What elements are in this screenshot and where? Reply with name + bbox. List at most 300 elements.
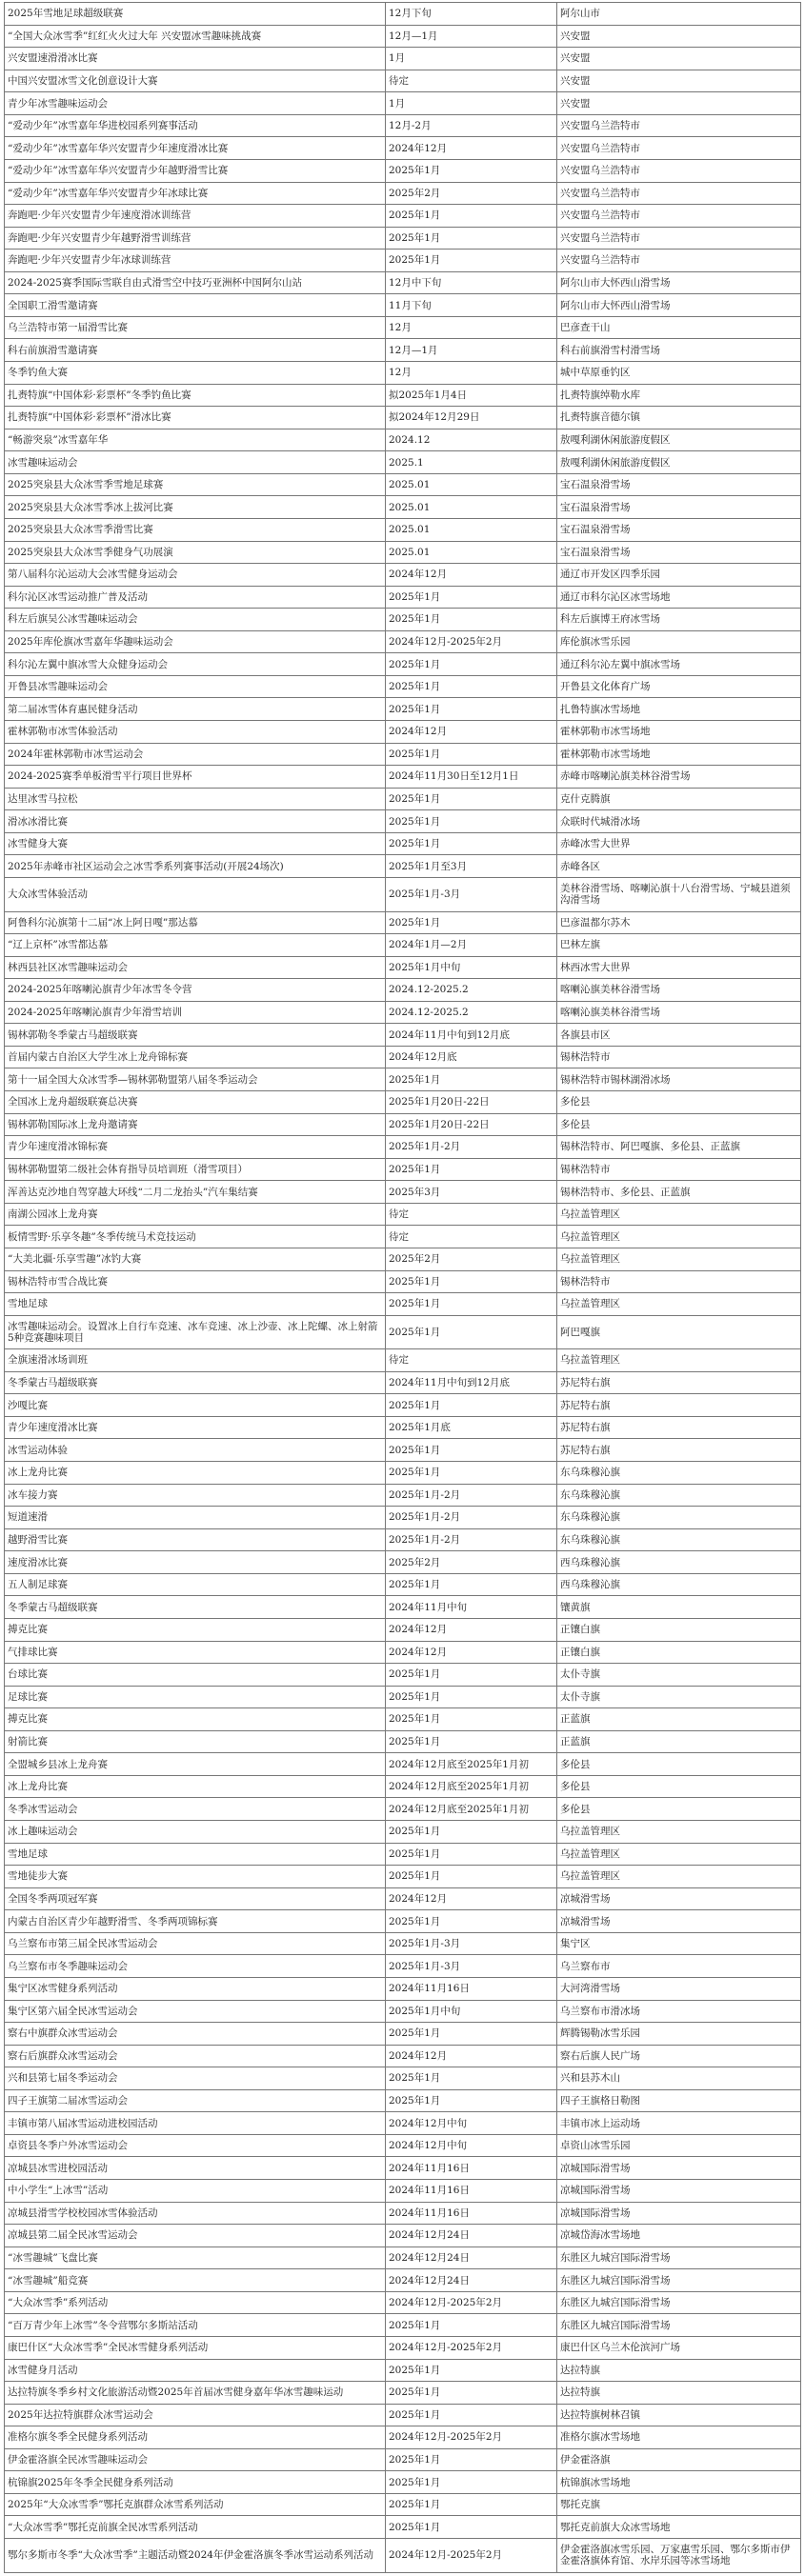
event-time-cell: 2025年1月 (386, 2089, 557, 2112)
event-name-cell: 康巴什区“大众冰雪季”全民冰雪健身系列活动 (5, 2336, 386, 2359)
event-name-cell: 沙嘎比赛 (5, 1394, 386, 1417)
event-time-cell: 2024年12月-2025年2月 (386, 2291, 557, 2314)
table-row (5, 1416, 801, 1439)
event-place-cell: 东乌珠穆沁旗 (557, 1528, 801, 1551)
event-time-cell: 2025年1月 (386, 2067, 557, 2090)
table-row (5, 384, 801, 407)
event-time-cell: 2025年1月至3月 (386, 855, 557, 878)
event-place-cell: 城中草原垂钓区 (557, 362, 801, 385)
event-time-cell: 2025年1月 (386, 2314, 557, 2337)
event-place-cell: 阿尔山市大怀西山滑雪场 (557, 294, 801, 317)
event-name-cell: 冬季钓鱼大赛 (5, 362, 386, 385)
event-name-cell: “大美北疆·乐享雪趣”冰钓大赛 (5, 1248, 386, 1270)
event-name-cell: 冰上龙舟比赛 (5, 1462, 386, 1485)
table-row (5, 1551, 801, 1574)
event-place-cell: 丰镇市冰上运动场 (557, 2112, 801, 2135)
table-row (5, 1046, 801, 1068)
event-place-cell: 宝石温泉滑雪场 (557, 473, 801, 496)
event-place-cell: 兴安盟乌兰浩特市 (557, 114, 801, 137)
event-name-cell: 扎赉特旗“中国体彩·彩票杯”冬季钓鱼比赛 (5, 384, 386, 407)
event-place-cell: 乌拉盖管理区 (557, 1203, 801, 1226)
table-row (5, 2336, 801, 2359)
event-place-cell: 宝石温泉滑雪场 (557, 496, 801, 519)
event-name-cell: 短道速滑 (5, 1507, 386, 1529)
event-place-cell: 苏尼特右旗 (557, 1439, 801, 1462)
event-name-cell: 准格尔旗冬季全民健身系列活动 (5, 2426, 386, 2449)
table-row (5, 2448, 801, 2471)
event-name-cell: 阿鲁科尔沁旗第十二届“冰上阿日嘎”那达慕 (5, 911, 386, 934)
event-place-cell: 达拉特旗 (557, 2382, 801, 2405)
event-time-cell: 2025年1月 (386, 2023, 557, 2046)
table-row (5, 2089, 801, 2112)
table-row (5, 2516, 801, 2539)
event-place-cell: 霍林郭勒市冰雪场地 (557, 743, 801, 766)
event-name-cell: 青少年冰雪趣味运动会 (5, 92, 386, 115)
event-place-cell: 赤峰各区 (557, 855, 801, 878)
event-name-cell: 雪地足球 (5, 1843, 386, 1866)
event-place-cell: 锡林浩特市 (557, 1270, 801, 1293)
event-name-cell: 台球比赛 (5, 1664, 386, 1687)
event-place-cell: 兴安盟 (557, 48, 801, 70)
event-place-cell: 西乌珠穆沁旗 (557, 1573, 801, 1596)
event-time-cell: 2025年1月 (386, 250, 557, 272)
event-name-cell: 奔跑吧·少年兴安盟青少年冰球训练营 (5, 250, 386, 272)
table-row (5, 316, 801, 339)
table-row (5, 407, 801, 429)
event-time-cell: 2025年2月 (386, 182, 557, 205)
event-time-cell: 2025年1月 (386, 788, 557, 810)
event-name-cell: 乌兰浩特市第一届滑雪比赛 (5, 316, 386, 339)
table-row (5, 1091, 801, 1114)
event-name-cell: 锡林郭勒冬季蒙古马超级联赛 (5, 1024, 386, 1047)
table-row (5, 766, 801, 789)
event-name-cell: 搏克比赛 (5, 1618, 386, 1641)
event-time-cell: 11月下旬 (386, 294, 557, 317)
event-time-cell: 1月 (386, 48, 557, 70)
event-place-cell: 多伦县 (557, 1753, 801, 1776)
event-name-cell: 科尔沁区冰雪运动推广普及活动 (5, 586, 386, 609)
event-time-cell: 2024年12月底至2025年1月初 (386, 1775, 557, 1798)
event-place-cell: 凉城滑雪场 (557, 1910, 801, 1933)
table-row (5, 3, 801, 26)
event-place-cell: 四子王旗格日勒图 (557, 2089, 801, 2112)
event-place-cell: 康巴什区乌兰木伦滨河广场 (557, 2336, 801, 2359)
table-row (5, 2382, 801, 2405)
event-time-cell: 2025年1月-2月 (386, 1136, 557, 1159)
table-row (5, 2471, 801, 2494)
event-name-cell: 丰镇市第八届冰雪运动进校园活动 (5, 2112, 386, 2135)
event-time-cell: 2025年1月 (386, 911, 557, 934)
event-time-cell: 2025年1月 (386, 1270, 557, 1293)
event-place-cell: 西乌珠穆沁旗 (557, 1551, 801, 1574)
event-time-cell: 2025年1月 (386, 2493, 557, 2516)
event-name-cell: 中小学生“上冰雪”活动 (5, 2180, 386, 2203)
event-time-cell: 2024年12月 (386, 1887, 557, 1910)
table-row (5, 788, 801, 810)
event-name-cell: 2024-2025赛季单板滑雪平行项目世界杯 (5, 766, 386, 789)
event-place-cell: 锡林浩特市 (557, 1046, 801, 1068)
event-name-cell: 冰雪运动体验 (5, 1439, 386, 1462)
event-time-cell: 2025年1月-3月 (386, 1932, 557, 1955)
event-place-cell: 乌兰察布市 (557, 1955, 801, 1978)
table-row (5, 1843, 801, 1866)
event-time-cell: 2024年11月中旬到12月底 (386, 1371, 557, 1394)
event-place-cell: 乌拉盖管理区 (557, 1248, 801, 1270)
event-name-cell: 全国冰上龙舟超级联赛总决赛 (5, 1091, 386, 1114)
event-place-cell: 阿尔山市 (557, 3, 801, 26)
event-name-cell: 全盟城乡县冰上龙舟赛 (5, 1753, 386, 1776)
event-place-cell: 锡林浩特市、多伦县、正蓝旗 (557, 1181, 801, 1204)
event-place-cell: 正蓝旗 (557, 1708, 801, 1731)
event-name-cell: 达里冰雪马拉松 (5, 788, 386, 810)
table-row (5, 2067, 801, 2090)
event-name-cell: 2024-2025年喀喇沁旗青少年滑雪培训 (5, 1001, 386, 1024)
event-name-cell: 2025突泉县大众冰雪季冰上拔河比赛 (5, 496, 386, 519)
event-place-cell: 大河湾滑雪场 (557, 1977, 801, 2000)
table-row (5, 1528, 801, 1551)
table-row (5, 698, 801, 721)
event-place-cell: 克什克腾旗 (557, 788, 801, 810)
table-row (5, 2426, 801, 2449)
event-place-cell: 集宁区 (557, 1932, 801, 1955)
table-row (5, 934, 801, 957)
event-name-cell: “畅游突泉”冰雪嘉年华 (5, 429, 386, 451)
event-place-cell: 正蓝旗 (557, 1730, 801, 1753)
table-row (5, 1730, 801, 1753)
event-name-cell: 雪地徒步大赛 (5, 1866, 386, 1888)
event-name-cell: “百万青少年上冰雪”冬令营鄂尔多斯站活动 (5, 2314, 386, 2337)
event-time-cell: 2025.01 (386, 541, 557, 564)
event-time-cell: 待定 (386, 1203, 557, 1226)
event-time-cell: 2025年1月 (386, 1866, 557, 1888)
event-time-cell: 12月-2月 (386, 114, 557, 137)
event-name-cell: 伊金霍洛旗全民冰雪趣味运动会 (5, 2448, 386, 2471)
event-name-cell: 扎赉特旗“中国体彩·彩票杯”滑冰比赛 (5, 407, 386, 429)
event-place-cell: 乌拉盖管理区 (557, 1866, 801, 1888)
event-time-cell: 12月 (386, 316, 557, 339)
event-name-cell: 2024-2025年喀喇沁旗青少年冰雪冬令营 (5, 979, 386, 1002)
event-name-cell: 杭锦旗2025年冬季全民健身系列活动 (5, 2471, 386, 2494)
event-place-cell: 凉城国际滑雪场 (557, 2202, 801, 2225)
table-row (5, 630, 801, 653)
table-row (5, 1955, 801, 1978)
table-row (5, 1932, 801, 1955)
event-schedule (4, 2, 800, 2573)
event-time-cell: 2024年11月16日 (386, 2180, 557, 2203)
event-place-cell: 察右后旗人民广场 (557, 2045, 801, 2067)
event-place-cell: 美林谷滑雪场、喀喇沁旗十八台滑雪场、宁城县道须沟滑雪场 (557, 877, 801, 911)
event-time-cell: 2024年12月-2025年2月 (386, 2539, 557, 2573)
event-name-cell: 林西县社区冰雪趣味运动会 (5, 956, 386, 979)
table-row (5, 70, 801, 92)
table-row (5, 1394, 801, 1417)
event-place-cell: 凉城国际滑雪场 (557, 2157, 801, 2180)
event-place-cell: 乌拉盖管理区 (557, 1349, 801, 1372)
event-place-cell: 镶黄旗 (557, 1596, 801, 1619)
event-time-cell: 2025年1月 (386, 1394, 557, 1417)
table-row (5, 956, 801, 979)
event-name-cell: 达拉特旗冬季乡村文化旅游活动暨2025年首届冰雪健身嘉年华冰雪趣味运动 (5, 2382, 386, 2405)
table-row (5, 1821, 801, 1844)
event-time-cell: 12月 (386, 362, 557, 385)
event-place-cell: 通辽科尔沁左翼中旗冰雪场 (557, 653, 801, 676)
table-row (5, 2225, 801, 2247)
event-place-cell: 阿巴嘎旗 (557, 1315, 801, 1349)
table-row (5, 362, 801, 385)
table-row (5, 1596, 801, 1619)
event-name-cell: 2025年赤峰市社区运动会之冰雪季系列赛事活动(开展24场次) (5, 855, 386, 878)
event-name-cell: 科右前旗滑雪邀请赛 (5, 339, 386, 362)
event-time-cell: 2025.01 (386, 518, 557, 541)
event-time-cell: 2025年1月 (386, 159, 557, 182)
table-row (5, 2157, 801, 2180)
table-row (5, 1910, 801, 1933)
table-row (5, 1001, 801, 1024)
event-place-cell: 开鲁县文化体育广场 (557, 675, 801, 698)
event-place-cell: 乌拉盖管理区 (557, 1821, 801, 1844)
event-time-cell: 2025.01 (386, 496, 557, 519)
table-row (5, 653, 801, 676)
event-place-cell: 东胜区九城宫国际滑雪场 (557, 2291, 801, 2314)
event-time-cell: 2025年1月 (386, 1730, 557, 1753)
event-place-cell: 敖嘎利湖休闲旅游度假区 (557, 429, 801, 451)
event-time-cell: 2025年1月 (386, 2404, 557, 2426)
event-place-cell: 准格尔旗冰雪场地 (557, 2426, 801, 2449)
event-place-cell: 东胜区九城宫国际滑雪场 (557, 2247, 801, 2269)
table-row (5, 1753, 801, 1776)
table-row (5, 1439, 801, 1462)
event-place-cell: 乌拉盖管理区 (557, 1226, 801, 1248)
table-row (5, 1136, 801, 1159)
table-row (5, 721, 801, 744)
table-row (5, 1068, 801, 1091)
table-row (5, 137, 801, 160)
event-name-cell: 2025突泉县大众冰雪季雪地足球赛 (5, 473, 386, 496)
table-row (5, 2202, 801, 2225)
table-row (5, 855, 801, 878)
event-name-cell: 集宁区第六届全民冰雪运动会 (5, 2000, 386, 2023)
event-time-cell: 2024年11月16日 (386, 2157, 557, 2180)
table-row (5, 1349, 801, 1372)
event-time-cell: 待定 (386, 70, 557, 92)
event-place-cell: 卓资山冰雪乐园 (557, 2134, 801, 2157)
table-row (5, 2134, 801, 2157)
table-row (5, 451, 801, 474)
table-row (5, 1573, 801, 1596)
event-place-cell: 正镶白旗 (557, 1641, 801, 1664)
table-row (5, 2314, 801, 2337)
event-time-cell: 2024年12月24日 (386, 2269, 557, 2292)
event-place-cell: 鄂托克旗 (557, 2493, 801, 2516)
event-place-cell: 东乌珠穆沁旗 (557, 1484, 801, 1507)
table-row (5, 92, 801, 115)
table-row (5, 1226, 801, 1248)
table-row (5, 979, 801, 1002)
event-time-cell: 2025年1月 (386, 2382, 557, 2405)
event-name-cell: 内蒙古自治区青少年越野滑雪、冬季两项锦标赛 (5, 1910, 386, 1933)
event-time-cell: 2025年3月 (386, 1181, 557, 1204)
event-time-cell: 2024年11月16日 (386, 1977, 557, 2000)
table-row (5, 227, 801, 250)
event-name-cell: “冰雪趣城”飞盘比赛 (5, 2247, 386, 2269)
event-time-cell: 12月—1月 (386, 25, 557, 48)
event-time-cell: 2025年1月 (386, 2448, 557, 2471)
event-time-cell: 2025年1月-3月 (386, 1955, 557, 1978)
event-time-cell: 2024年12月24日 (386, 2247, 557, 2269)
event-time-cell: 2025年1月 (386, 1573, 557, 1596)
event-time-cell: 2025年1月 (386, 832, 557, 855)
event-name-cell: 板情雪野·乐享冬趣”冬季传统马术竞技运动 (5, 1226, 386, 1248)
event-place-cell: 科右前旗滑雪村滑雪场 (557, 339, 801, 362)
event-place-cell: 凉城滑雪场 (557, 1887, 801, 1910)
event-name-cell: 冬季蒙古马超级联赛 (5, 1596, 386, 1619)
event-place-cell: 辉腾锡勒冰雪乐园 (557, 2023, 801, 2046)
event-name-cell: 2024年霍林郭勒市冰雪运动会 (5, 743, 386, 766)
table-row (5, 2180, 801, 2203)
event-time-cell: 2025年1月 (386, 1686, 557, 1708)
event-name-cell: “爱动少年”冰雪嘉年华兴安盟青少年越野滑雪比赛 (5, 159, 386, 182)
event-time-cell: 2025年1月 (386, 2516, 557, 2539)
event-place-cell: 兴和县苏木山 (557, 2067, 801, 2090)
event-time-cell: 12月—1月 (386, 339, 557, 362)
event-place-cell: 兴安盟 (557, 92, 801, 115)
event-time-cell: 2024年12月 (386, 1618, 557, 1641)
event-time-cell: 2024年12月-2025年2月 (386, 2336, 557, 2359)
event-name-cell: 雪地足球 (5, 1293, 386, 1316)
events-table-body (5, 3, 801, 2573)
table-row (5, 1270, 801, 1293)
event-time-cell: 2025年1月 (386, 1821, 557, 1844)
event-place-cell: 多伦县 (557, 1798, 801, 1821)
table-row (5, 1293, 801, 1316)
event-name-cell: 锡林郭勒国际冰上龙舟邀请赛 (5, 1113, 386, 1136)
event-name-cell: 冰雪趣味运动会 (5, 451, 386, 474)
event-name-cell: 足球比赛 (5, 1686, 386, 1708)
event-time-cell: 2025年1月 (386, 1158, 557, 1181)
event-name-cell: 全国职工滑雪邀请赛 (5, 294, 386, 317)
event-name-cell: 科左后旗吴公冰雪趣味运动会 (5, 609, 386, 631)
table-row (5, 1158, 801, 1181)
table-row (5, 1113, 801, 1136)
event-place-cell: 达拉特旗树林召镇 (557, 2404, 801, 2426)
event-place-cell: 兴安盟乌兰浩特市 (557, 182, 801, 205)
event-name-cell: 冬季蒙古马超级联赛 (5, 1371, 386, 1394)
table-row (5, 2269, 801, 2292)
table-row (5, 2493, 801, 2516)
event-place-cell: 库伦旗冰雪乐园 (557, 630, 801, 653)
table-row (5, 114, 801, 137)
event-place-cell: 乌拉盖管理区 (557, 1293, 801, 1316)
event-place-cell: 正镶白旗 (557, 1618, 801, 1641)
event-name-cell: 大众冰雪体验活动 (5, 877, 386, 911)
event-time-cell: 2025年1月 (386, 675, 557, 698)
event-name-cell: “爱动少年”冰雪嘉年华兴安盟青少年冰球比赛 (5, 182, 386, 205)
table-row (5, 1887, 801, 1910)
event-place-cell: 喀喇沁旗美林谷滑雪场 (557, 979, 801, 1002)
event-place-cell: 东胜区九城宫国际滑雪场 (557, 2314, 801, 2337)
event-place-cell: 通辽市科尔沁区冰雪场地 (557, 586, 801, 609)
event-name-cell: 第八届科尔沁运动大会冰雪健身运动会 (5, 564, 386, 587)
event-name-cell: “大众冰雪季”系列活动 (5, 2291, 386, 2314)
event-name-cell: 鄂尔多斯市冬季“大众冰雪季”主题活动暨2024年伊金霍洛旗冬季冰雪运动系列活动 (5, 2539, 386, 2573)
table-row (5, 1484, 801, 1507)
event-name-cell: 第二届冰雪体育惠民健身活动 (5, 698, 386, 721)
event-name-cell: 冰车接力赛 (5, 1484, 386, 1507)
event-name-cell: 2025突泉县大众冰雪季滑雪比赛 (5, 518, 386, 541)
event-name-cell: 中国兴安盟冰雪文化创意设计大赛 (5, 70, 386, 92)
event-place-cell: 赤峰市喀喇沁旗美林谷滑雪场 (557, 766, 801, 789)
event-time-cell: 2024年11月中旬到12月底 (386, 1024, 557, 1047)
event-name-cell: “冰雪趣城”船竞赛 (5, 2269, 386, 2292)
event-time-cell: 2024年12月 (386, 1641, 557, 1664)
event-name-cell: 2025突泉县大众冰雪季健身气功展演 (5, 541, 386, 564)
event-time-cell: 2024.12-2025.2 (386, 979, 557, 1002)
event-name-cell: 冬季冰雪运动会 (5, 1798, 386, 1821)
table-row (5, 1618, 801, 1641)
event-name-cell: 2025年达拉特旗群众冰雪运动会 (5, 2404, 386, 2426)
event-time-cell: 2024年12月中旬 (386, 2112, 557, 2135)
table-row (5, 675, 801, 698)
event-place-cell: 鄂托克前旗大众冰雪场地 (557, 2516, 801, 2539)
event-time-cell: 2025年1月 (386, 1708, 557, 1731)
table-row (5, 1866, 801, 1888)
event-name-cell: 第十一届全国大众冰雪季—锡林郭勒盟第八届冬季运动会 (5, 1068, 386, 1091)
table-row (5, 2539, 801, 2573)
table-row (5, 609, 801, 631)
event-place-cell: 锡林浩特市锡林湖滑冰场 (557, 1068, 801, 1091)
event-place-cell: 阿尔山市大怀西山滑雪场 (557, 271, 801, 294)
event-name-cell: 冰雪健身月活动 (5, 2359, 386, 2382)
event-place-cell: 锡林浩特市、阿巴嘎旗、多伦县、正蓝旗 (557, 1136, 801, 1159)
event-time-cell: 2024.12 (386, 429, 557, 451)
event-name-cell: 2025年雪地足球超级联赛 (5, 3, 386, 26)
table-row (5, 1686, 801, 1708)
event-name-cell: 全国冬季两项冠军赛 (5, 1887, 386, 1910)
table-row (5, 2000, 801, 2023)
table-row (5, 159, 801, 182)
event-time-cell: 2025年1月20日-22日 (386, 1113, 557, 1136)
event-place-cell: 巴林左旗 (557, 934, 801, 957)
event-name-cell: 射箭比赛 (5, 1730, 386, 1753)
event-time-cell: 2024年12月 (386, 137, 557, 160)
event-name-cell: 滑冰冰滑比赛 (5, 810, 386, 833)
table-row (5, 496, 801, 519)
event-place-cell: 锡林浩特市 (557, 1158, 801, 1181)
event-place-cell: 东乌珠穆沁旗 (557, 1462, 801, 1485)
event-name-cell: 青少年速度滑冰比赛 (5, 1416, 386, 1439)
event-time-cell: 2024年12月底 (386, 1046, 557, 1068)
event-name-cell: 奔跑吧·少年兴安盟青少年越野滑雪训练营 (5, 227, 386, 250)
event-time-cell: 2025年1月 (386, 205, 557, 228)
event-place-cell: 扎赉特旗绰勒水库 (557, 384, 801, 407)
event-name-cell: 浑善达克沙地自驾穿越大环线“二月二龙抬头”汽车集结赛 (5, 1181, 386, 1204)
event-name-cell: 冰上趣味运动会 (5, 1821, 386, 1844)
event-place-cell: 扎赉特旗音德尔镇 (557, 407, 801, 429)
event-name-cell: 全旗速滑冰场训班 (5, 1349, 386, 1372)
event-name-cell: 察右后旗群众冰雪运动会 (5, 2045, 386, 2067)
event-time-cell: 2025年1月 (386, 1843, 557, 1866)
event-name-cell: 冰上龙舟比赛 (5, 1775, 386, 1798)
event-time-cell: 2025年1月20日-22日 (386, 1091, 557, 1114)
event-place-cell: 多伦县 (557, 1775, 801, 1798)
table-row (5, 271, 801, 294)
table-row (5, 1798, 801, 1821)
event-place-cell: 凉城岱海冰雪场地 (557, 2225, 801, 2247)
event-time-cell: 2025年1月 (386, 1315, 557, 1349)
event-name-cell: “大众冰雪季”鄂托克前旗全民冰雪系列活动 (5, 2516, 386, 2539)
table-row (5, 541, 801, 564)
event-place-cell: 兴安盟 (557, 70, 801, 92)
